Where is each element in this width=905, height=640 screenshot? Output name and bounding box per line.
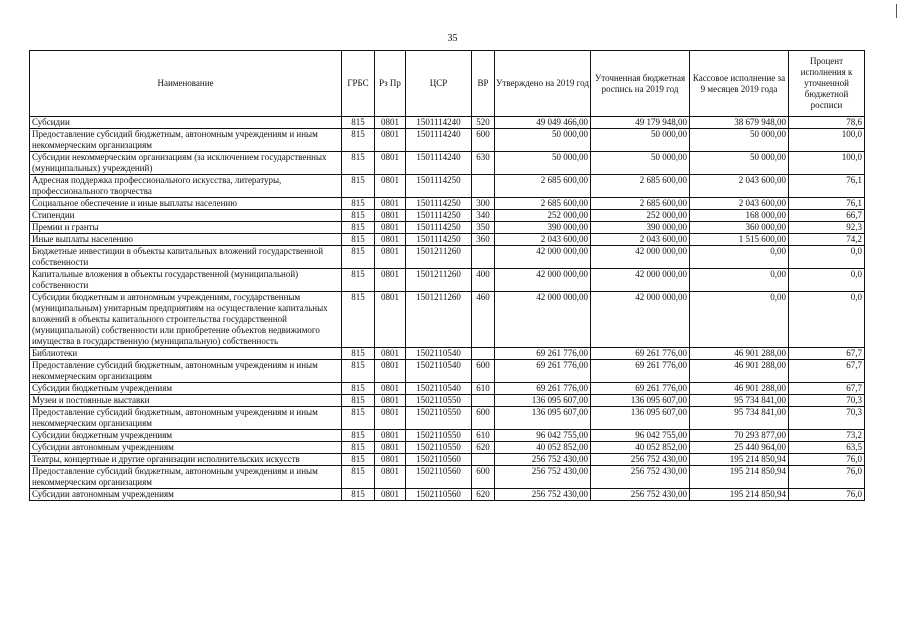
cell-rzpr: 0801 <box>375 269 406 292</box>
cell-vr: 600 <box>472 360 495 383</box>
cell-cash: 70 293 877,00 <box>690 430 789 442</box>
cell-refined: 2 043 600,00 <box>591 234 690 246</box>
cell-grbs: 815 <box>342 198 375 210</box>
cell-rzpr: 0801 <box>375 395 406 407</box>
table-row <box>30 360 865 383</box>
table-row <box>30 292 865 348</box>
cell-percent: 100,0 <box>789 129 865 152</box>
cell-refined: 136 095 607,00 <box>591 407 690 430</box>
header-percent: Процент исполнения к уточненной бюджетной росписи <box>789 51 865 117</box>
table-row <box>30 234 865 246</box>
cell-vr: 620 <box>472 489 495 501</box>
table-header-row <box>30 51 865 117</box>
cell-refined: 96 042 755,00 <box>591 430 690 442</box>
cell-grbs: 815 <box>342 348 375 360</box>
cell-csr: 1502110540 <box>406 383 472 395</box>
cell-refined: 50 000,00 <box>591 129 690 152</box>
cell-vr <box>472 454 495 466</box>
cell-csr: 1502110540 <box>406 360 472 383</box>
cell-name: Субсидии бюджетным учреждениям <box>30 430 342 442</box>
cell-rzpr: 0801 <box>375 117 406 129</box>
table-row <box>30 442 865 454</box>
cell-refined: 252 000,00 <box>591 210 690 222</box>
cell-rzpr: 0801 <box>375 360 406 383</box>
cell-name: Субсидии некоммерческим организациям (за исключением государственных (муниципальных) учреждений) <box>30 152 342 175</box>
cell-name: Субсидии автономным учреждениям <box>30 489 342 501</box>
cell-approved: 69 261 776,00 <box>495 348 591 360</box>
cell-vr: 610 <box>472 383 495 395</box>
cell-vr: 300 <box>472 198 495 210</box>
cell-grbs: 815 <box>342 383 375 395</box>
cell-cash: 168 000,00 <box>690 210 789 222</box>
cell-cash: 0,00 <box>690 292 789 348</box>
cell-refined: 42 000 000,00 <box>591 292 690 348</box>
cell-cash: 50 000,00 <box>690 152 789 175</box>
scan-edge-mark <box>896 4 897 18</box>
cell-percent: 63,5 <box>789 442 865 454</box>
cell-approved: 256 752 430,00 <box>495 489 591 501</box>
cell-csr: 1502110550 <box>406 430 472 442</box>
table-row <box>30 383 865 395</box>
cell-csr: 1501114250 <box>406 198 472 210</box>
cell-refined: 390 000,00 <box>591 222 690 234</box>
cell-cash: 25 440 964,00 <box>690 442 789 454</box>
table-row <box>30 129 865 152</box>
cell-refined: 136 095 607,00 <box>591 395 690 407</box>
cell-grbs: 815 <box>342 360 375 383</box>
cell-grbs: 815 <box>342 395 375 407</box>
cell-approved: 96 042 755,00 <box>495 430 591 442</box>
cell-vr: 610 <box>472 430 495 442</box>
page-number: 35 <box>447 33 458 44</box>
table-row <box>30 198 865 210</box>
cell-cash: 195 214 850,94 <box>690 454 789 466</box>
cell-rzpr: 0801 <box>375 407 406 430</box>
cell-refined: 69 261 776,00 <box>591 348 690 360</box>
header-approved: Утверждено на 2019 год <box>495 51 591 117</box>
cell-name: Иные выплаты населению <box>30 234 342 246</box>
cell-percent: 76,0 <box>789 466 865 489</box>
cell-cash: 0,00 <box>690 246 789 269</box>
budget-execution-table <box>29 50 865 501</box>
cell-name: Предоставление субсидий бюджетным, автономным учреждениям и иным некоммерческим организациям <box>30 407 342 430</box>
cell-approved: 42 000 000,00 <box>495 269 591 292</box>
cell-csr: 1501114240 <box>406 117 472 129</box>
cell-grbs: 815 <box>342 117 375 129</box>
cell-name: Музеи и постоянные выставки <box>30 395 342 407</box>
cell-cash: 50 000,00 <box>690 129 789 152</box>
cell-percent: 76,1 <box>789 198 865 210</box>
cell-rzpr: 0801 <box>375 430 406 442</box>
cell-csr: 1501114240 <box>406 129 472 152</box>
cell-grbs: 815 <box>342 466 375 489</box>
cell-percent: 73,2 <box>789 430 865 442</box>
cell-rzpr: 0801 <box>375 210 406 222</box>
cell-rzpr: 0801 <box>375 222 406 234</box>
cell-percent: 0,0 <box>789 246 865 269</box>
cell-refined: 42 000 000,00 <box>591 246 690 269</box>
cell-vr: 600 <box>472 407 495 430</box>
cell-name: Субсидии автономным учреждениям <box>30 442 342 454</box>
cell-rzpr: 0801 <box>375 348 406 360</box>
cell-grbs: 815 <box>342 152 375 175</box>
cell-rzpr: 0801 <box>375 234 406 246</box>
cell-csr: 1502110550 <box>406 442 472 454</box>
cell-vr: 460 <box>472 292 495 348</box>
table-row <box>30 454 865 466</box>
table-row <box>30 210 865 222</box>
cell-vr <box>472 395 495 407</box>
cell-approved: 42 000 000,00 <box>495 292 591 348</box>
table-row <box>30 430 865 442</box>
cell-refined: 2 685 600,00 <box>591 175 690 198</box>
cell-percent: 74,2 <box>789 234 865 246</box>
cell-approved: 2 685 600,00 <box>495 198 591 210</box>
cell-name: Субсидии бюджетным учреждениям <box>30 383 342 395</box>
cell-vr: 600 <box>472 129 495 152</box>
cell-grbs: 815 <box>342 407 375 430</box>
cell-percent: 67,7 <box>789 383 865 395</box>
cell-name: Предоставление субсидий бюджетным, автономным учреждениям и иным некоммерческим организациям <box>30 129 342 152</box>
cell-cash: 46 901 288,00 <box>690 348 789 360</box>
cell-refined: 69 261 776,00 <box>591 360 690 383</box>
cell-approved: 252 000,00 <box>495 210 591 222</box>
cell-name: Капитальные вложения в объекты государственной (муниципальной) собственности <box>30 269 342 292</box>
cell-refined: 42 000 000,00 <box>591 269 690 292</box>
cell-rzpr: 0801 <box>375 292 406 348</box>
cell-refined: 256 752 430,00 <box>591 489 690 501</box>
cell-vr: 340 <box>472 210 495 222</box>
cell-cash: 46 901 288,00 <box>690 383 789 395</box>
cell-approved: 49 049 466,00 <box>495 117 591 129</box>
cell-grbs: 815 <box>342 269 375 292</box>
cell-cash: 95 734 841,00 <box>690 407 789 430</box>
cell-vr: 350 <box>472 222 495 234</box>
table-row <box>30 348 865 360</box>
cell-vr <box>472 175 495 198</box>
cell-approved: 256 752 430,00 <box>495 454 591 466</box>
cell-approved: 390 000,00 <box>495 222 591 234</box>
cell-refined: 2 685 600,00 <box>591 198 690 210</box>
header-cash: Кассовое исполнение за 9 месяцев 2019 года <box>690 51 789 117</box>
cell-rzpr: 0801 <box>375 246 406 269</box>
cell-refined: 69 261 776,00 <box>591 383 690 395</box>
cell-name: Адресная поддержка профессионального искусства, литературы, профессионального творчества <box>30 175 342 198</box>
cell-grbs: 815 <box>342 292 375 348</box>
table-body <box>30 117 865 501</box>
cell-percent: 100,0 <box>789 152 865 175</box>
table-row <box>30 222 865 234</box>
cell-approved: 69 261 776,00 <box>495 360 591 383</box>
cell-percent: 70,3 <box>789 407 865 430</box>
cell-percent: 78,6 <box>789 117 865 129</box>
cell-name: Бюджетные инвестиции в объекты капитальных вложений государственной собственности <box>30 246 342 269</box>
cell-cash: 360 000,00 <box>690 222 789 234</box>
cell-grbs: 815 <box>342 454 375 466</box>
header-vr: ВР <box>472 51 495 117</box>
cell-grbs: 815 <box>342 430 375 442</box>
cell-csr: 1501114250 <box>406 210 472 222</box>
cell-vr: 620 <box>472 442 495 454</box>
cell-refined: 50 000,00 <box>591 152 690 175</box>
cell-percent: 76,1 <box>789 175 865 198</box>
cell-grbs: 815 <box>342 222 375 234</box>
cell-csr: 1501211260 <box>406 292 472 348</box>
cell-approved: 2 685 600,00 <box>495 175 591 198</box>
cell-approved: 69 261 776,00 <box>495 383 591 395</box>
cell-vr: 600 <box>472 466 495 489</box>
cell-percent: 92,3 <box>789 222 865 234</box>
cell-rzpr: 0801 <box>375 129 406 152</box>
cell-approved: 256 752 430,00 <box>495 466 591 489</box>
cell-approved: 136 095 607,00 <box>495 395 591 407</box>
cell-name: Стипендии <box>30 210 342 222</box>
table-row <box>30 117 865 129</box>
cell-vr <box>472 246 495 269</box>
cell-vr: 520 <box>472 117 495 129</box>
cell-vr <box>472 348 495 360</box>
cell-cash: 2 043 600,00 <box>690 175 789 198</box>
cell-refined: 49 179 948,00 <box>591 117 690 129</box>
table-row <box>30 152 865 175</box>
cell-grbs: 815 <box>342 489 375 501</box>
table-row <box>30 395 865 407</box>
cell-refined: 256 752 430,00 <box>591 466 690 489</box>
cell-name: Библиотеки <box>30 348 342 360</box>
table-row <box>30 246 865 269</box>
cell-rzpr: 0801 <box>375 198 406 210</box>
cell-approved: 136 095 607,00 <box>495 407 591 430</box>
cell-cash: 1 515 600,00 <box>690 234 789 246</box>
cell-name: Театры, концертные и другие организации исполнительских искусств <box>30 454 342 466</box>
cell-rzpr: 0801 <box>375 466 406 489</box>
cell-approved: 50 000,00 <box>495 129 591 152</box>
cell-name: Премии и гранты <box>30 222 342 234</box>
cell-grbs: 815 <box>342 129 375 152</box>
header-rzpr: Рз Пр <box>375 51 406 117</box>
cell-csr: 1501211260 <box>406 246 472 269</box>
cell-name: Предоставление субсидий бюджетным, автономным учреждениям и иным некоммерческим организациям <box>30 466 342 489</box>
cell-percent: 67,7 <box>789 348 865 360</box>
cell-csr: 1502110550 <box>406 395 472 407</box>
cell-percent: 0,0 <box>789 292 865 348</box>
cell-csr: 1501211260 <box>406 269 472 292</box>
cell-percent: 0,0 <box>789 269 865 292</box>
cell-percent: 67,7 <box>789 360 865 383</box>
header-csr: ЦСР <box>406 51 472 117</box>
table-row <box>30 175 865 198</box>
cell-approved: 2 043 600,00 <box>495 234 591 246</box>
cell-grbs: 815 <box>342 210 375 222</box>
cell-csr: 1501114240 <box>406 152 472 175</box>
cell-csr: 1502110540 <box>406 348 472 360</box>
cell-csr: 1501114250 <box>406 234 472 246</box>
cell-approved: 42 000 000,00 <box>495 246 591 269</box>
cell-rzpr: 0801 <box>375 175 406 198</box>
cell-csr: 1502110550 <box>406 407 472 430</box>
cell-rzpr: 0801 <box>375 454 406 466</box>
cell-cash: 2 043 600,00 <box>690 198 789 210</box>
cell-name: Субсидии <box>30 117 342 129</box>
cell-vr: 400 <box>472 269 495 292</box>
cell-csr: 1501114250 <box>406 222 472 234</box>
cell-cash: 38 679 948,00 <box>690 117 789 129</box>
cell-rzpr: 0801 <box>375 489 406 501</box>
table-row <box>30 489 865 501</box>
header-refined: Уточненная бюджетная роспись на 2019 год <box>591 51 690 117</box>
cell-percent: 66,7 <box>789 210 865 222</box>
cell-csr: 1502110560 <box>406 454 472 466</box>
table-row <box>30 269 865 292</box>
cell-rzpr: 0801 <box>375 442 406 454</box>
cell-rzpr: 0801 <box>375 152 406 175</box>
cell-name: Субсидии бюджетным и автономным учреждениям, государственным (муниципальным) унитарным предприятиям на осуществление капитальных вложений в объекты капитального строительства государственной (муниципальной) собственности или приобретение объектов недвижимого имущества в государственную (муниципальную) собственность <box>30 292 342 348</box>
cell-grbs: 815 <box>342 175 375 198</box>
cell-csr: 1501114250 <box>406 175 472 198</box>
table-row <box>30 466 865 489</box>
cell-percent: 76,0 <box>789 454 865 466</box>
cell-grbs: 815 <box>342 246 375 269</box>
cell-cash: 0,00 <box>690 269 789 292</box>
cell-rzpr: 0801 <box>375 383 406 395</box>
cell-cash: 46 901 288,00 <box>690 360 789 383</box>
cell-grbs: 815 <box>342 234 375 246</box>
cell-refined: 256 752 430,00 <box>591 454 690 466</box>
cell-cash: 195 214 850,94 <box>690 466 789 489</box>
cell-approved: 40 052 852,00 <box>495 442 591 454</box>
cell-refined: 40 052 852,00 <box>591 442 690 454</box>
cell-percent: 70,3 <box>789 395 865 407</box>
cell-vr: 630 <box>472 152 495 175</box>
cell-name: Социальное обеспечение и иные выплаты населению <box>30 198 342 210</box>
table-row <box>30 407 865 430</box>
cell-csr: 1502110560 <box>406 489 472 501</box>
cell-csr: 1502110560 <box>406 466 472 489</box>
header-grbs: ГРБС <box>342 51 375 117</box>
cell-cash: 195 214 850,94 <box>690 489 789 501</box>
cell-percent: 76,0 <box>789 489 865 501</box>
cell-name: Предоставление субсидий бюджетным, автономным учреждениям и иным некоммерческим организациям <box>30 360 342 383</box>
header-name: Наименование <box>30 51 342 117</box>
cell-vr: 360 <box>472 234 495 246</box>
cell-approved: 50 000,00 <box>495 152 591 175</box>
cell-grbs: 815 <box>342 442 375 454</box>
cell-cash: 95 734 841,00 <box>690 395 789 407</box>
